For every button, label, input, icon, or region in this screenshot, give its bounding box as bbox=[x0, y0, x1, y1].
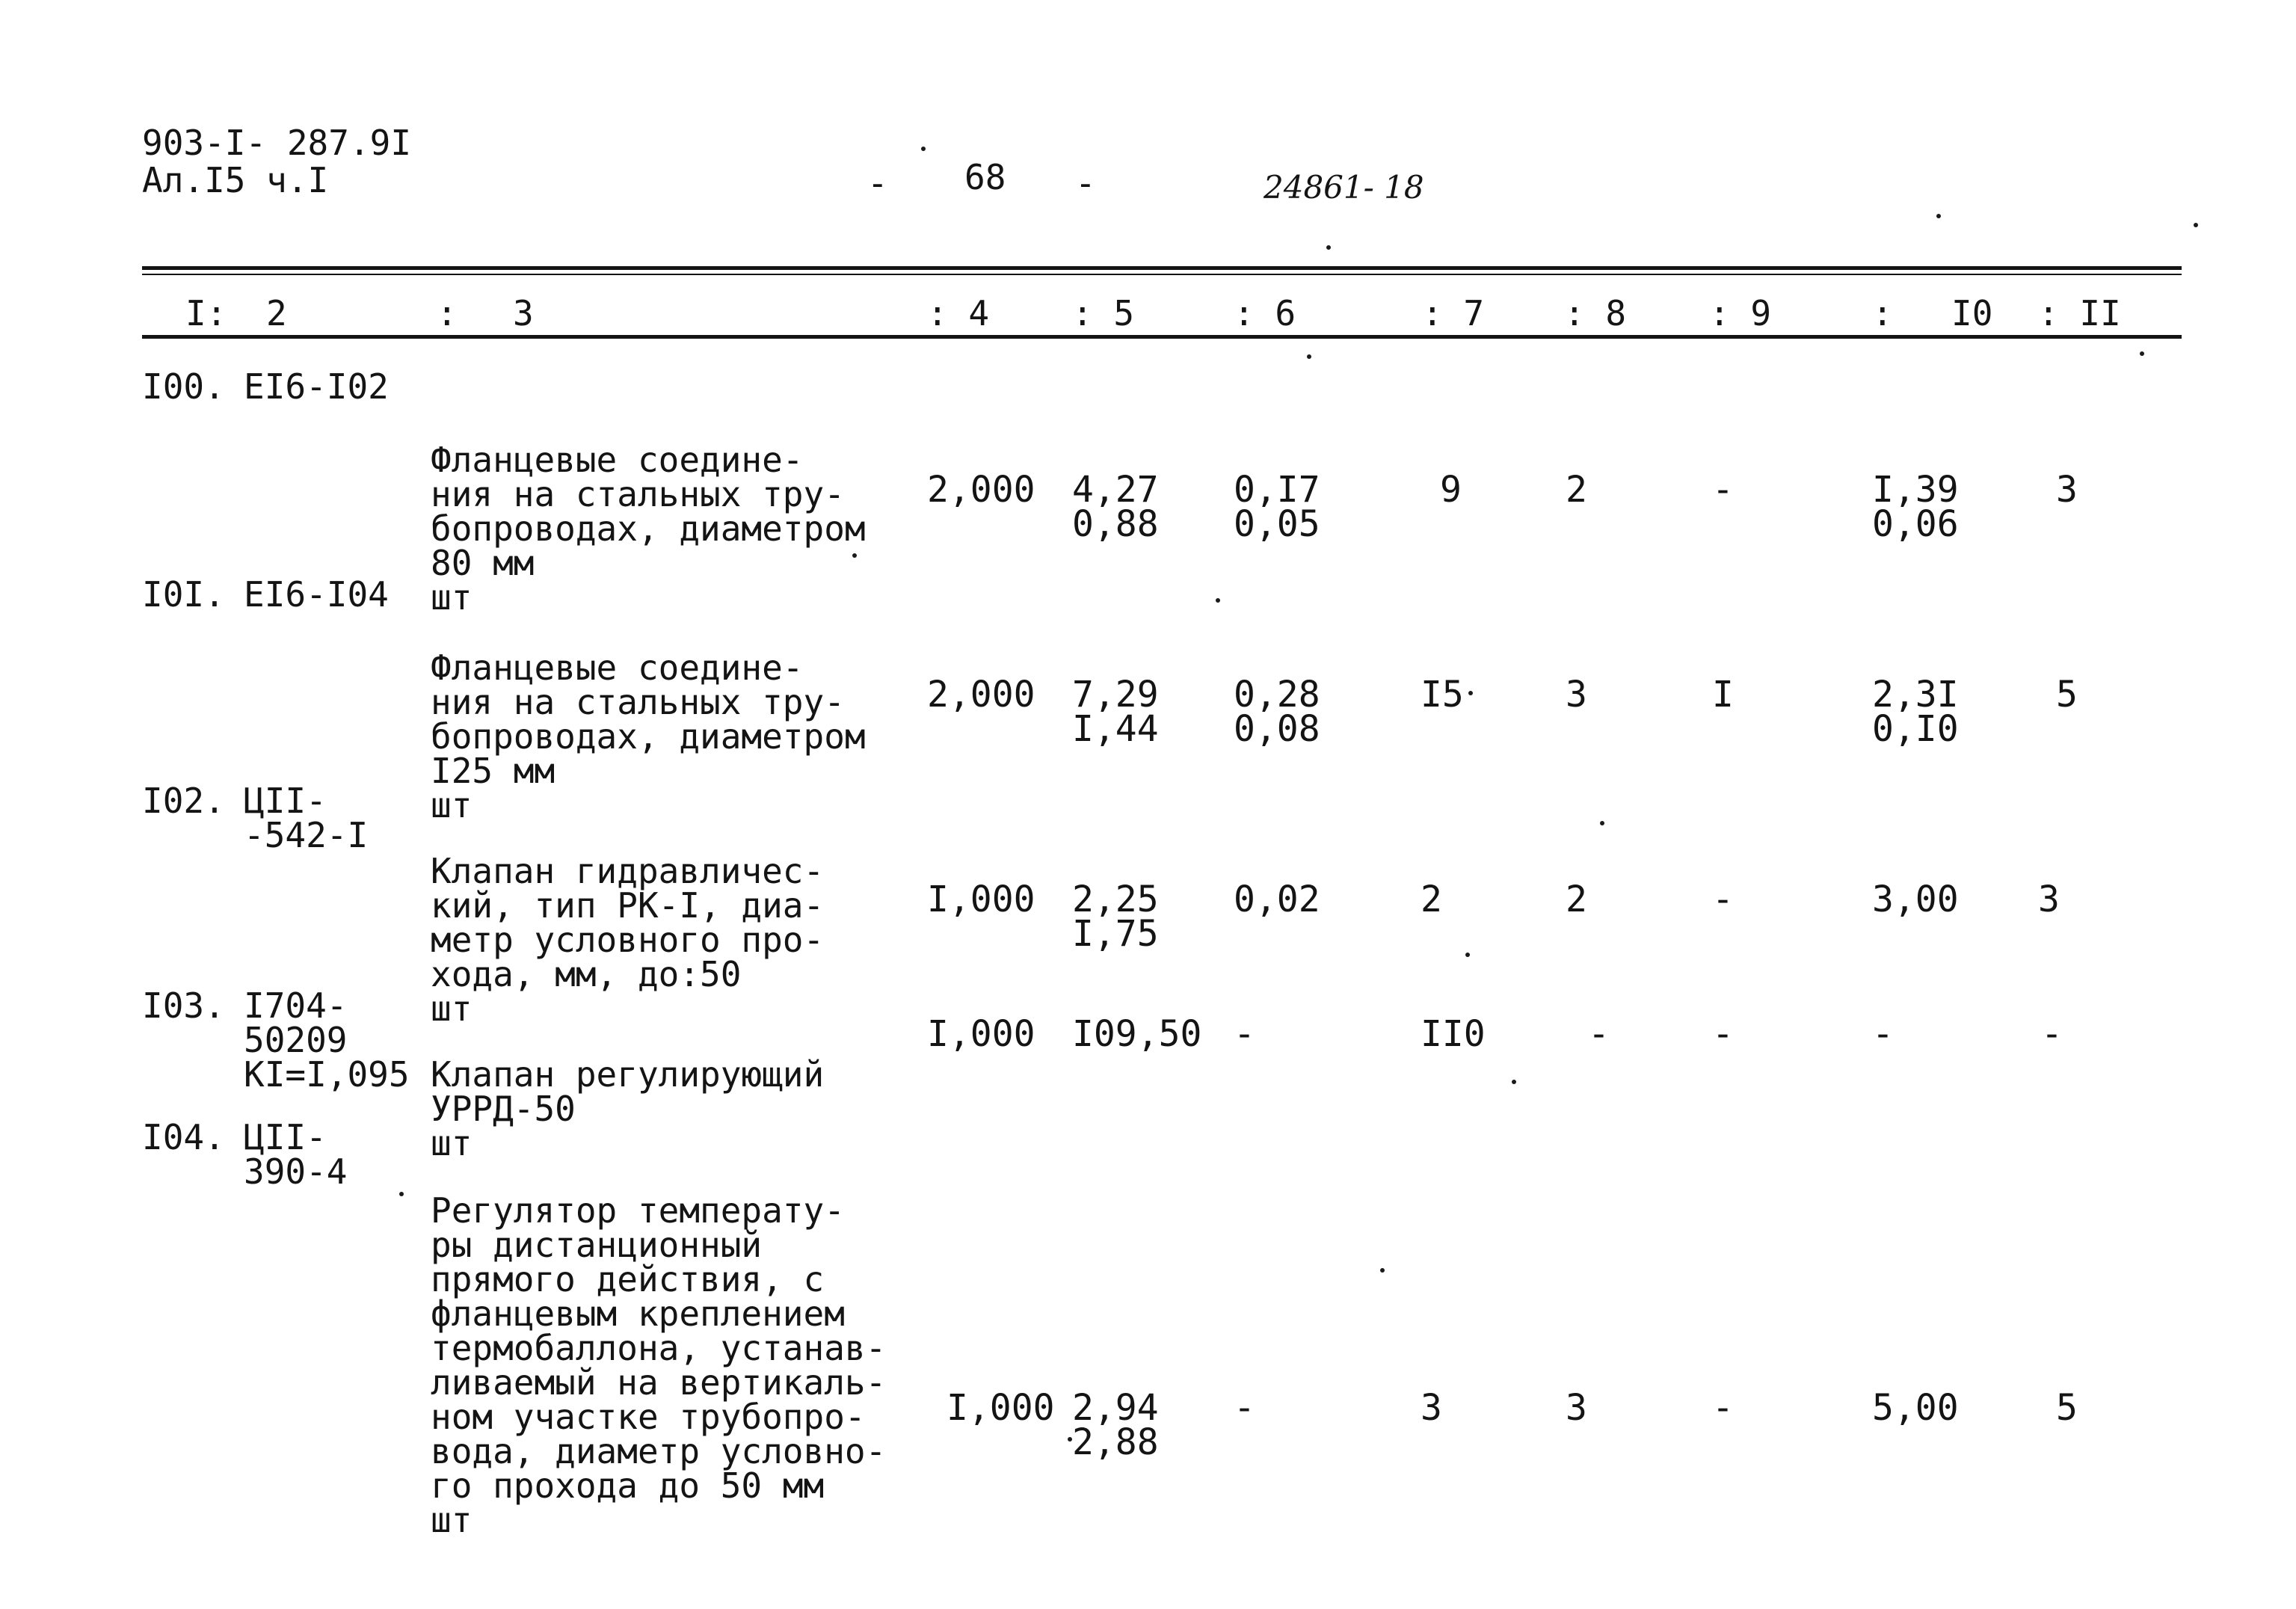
page-number: 68 bbox=[964, 157, 1006, 197]
speck bbox=[852, 553, 857, 558]
row-code: ЦII- -542-I bbox=[244, 781, 369, 855]
handwritten-code: 24861- 18 bbox=[1264, 169, 1424, 206]
row-description: Клапан гидравличес- кий, тип РК-I, диа- метр условного про- хода, мм, до:50 шт bbox=[431, 851, 825, 1029]
cell-col6: 0,28 0,08 bbox=[1234, 674, 1320, 750]
column-header-10: I0 bbox=[1951, 293, 1993, 333]
cell-quantity: 2,000 bbox=[927, 469, 1035, 511]
document-code: 903-I- 287.9I bbox=[142, 123, 412, 163]
row-number: I0I. bbox=[142, 574, 225, 615]
speck bbox=[1468, 691, 1473, 695]
cell-col6: - bbox=[1234, 1013, 1255, 1055]
cell-col9: - bbox=[1712, 879, 1734, 920]
cell-col5: 7,29 I,44 bbox=[1072, 674, 1159, 750]
cell-col5: 2,25 I,75 bbox=[1072, 879, 1159, 955]
cell-col9: - bbox=[1712, 1013, 1734, 1055]
cell-col8: 2 bbox=[1566, 469, 1587, 511]
column-header-sep: : bbox=[437, 293, 458, 333]
cell-col6: 0,I7 0,05 bbox=[1234, 469, 1320, 545]
column-header-7: : 7 bbox=[1422, 293, 1485, 333]
cell-col8: - bbox=[1588, 1013, 1610, 1055]
row-code: EI6-I02 bbox=[244, 366, 389, 407]
row-number: I02. bbox=[142, 781, 225, 821]
cell-col8: 2 bbox=[1566, 879, 1587, 920]
table-top-rule-thin bbox=[142, 274, 2182, 275]
cell-col7: 3 bbox=[1421, 1387, 1442, 1429]
speck bbox=[1512, 1080, 1516, 1084]
cell-col10: 3,00 bbox=[1872, 879, 1959, 920]
column-header-9: : 9 bbox=[1709, 293, 1772, 333]
row-number: I04. bbox=[142, 1117, 225, 1157]
row-description: Регулятор температу- ры дистанционный прямого действия, с фланцевым креплением термобаллона, устанав- ливаемый на вертикаль- ном участке трубопро- вода, диаметр условно- го прохода до 50 мм шт bbox=[431, 1190, 887, 1540]
cell-col10: 5,00 bbox=[1872, 1387, 1959, 1429]
page-number-dash-left: - bbox=[867, 163, 888, 203]
column-header-6: : 6 bbox=[1234, 293, 1296, 333]
cell-col5: I09,50 bbox=[1072, 1013, 1202, 1055]
row-description: Фланцевые соедине- ния на стальных тру- бопроводах, диаметром I25 мм шт bbox=[431, 647, 866, 825]
cell-col8: 3 bbox=[1566, 1387, 1587, 1429]
row-code: ЦII- 390-4 bbox=[244, 1117, 348, 1192]
cell-col6: 0,02 bbox=[1234, 879, 1320, 920]
cell-quantity: I,000 bbox=[927, 879, 1035, 920]
cell-col10: 2,3I 0,I0 bbox=[1872, 674, 1959, 750]
speck bbox=[921, 147, 926, 151]
cell-col7: II0 bbox=[1421, 1013, 1486, 1055]
speck bbox=[1216, 598, 1220, 603]
row-code: I704- 50209 KI=I,095 bbox=[244, 985, 410, 1095]
row-number: I00. bbox=[142, 366, 225, 407]
speck bbox=[1068, 1437, 1072, 1442]
row-code: EI6-I04 bbox=[244, 574, 389, 615]
row-number: I03. bbox=[142, 985, 225, 1026]
speck bbox=[1600, 821, 1604, 825]
speck bbox=[1380, 1268, 1385, 1273]
cell-quantity: I,000 bbox=[927, 1013, 1035, 1055]
cell-col11: 3 bbox=[2038, 879, 2060, 920]
cell-col5: 2,94 2,88 bbox=[1072, 1387, 1159, 1463]
cell-col5: 4,27 0,88 bbox=[1072, 469, 1159, 545]
table-header-rule bbox=[142, 335, 2182, 339]
row-description: Фланцевые соедине- ния на стальных тру- бопроводах, диаметром 80 мм шт bbox=[431, 440, 866, 618]
cell-col11: 5 bbox=[2056, 674, 2078, 716]
cell-col11: 3 bbox=[2056, 469, 2078, 511]
speck bbox=[2194, 223, 2198, 227]
cell-col11: - bbox=[2041, 1013, 2063, 1055]
cell-quantity: I,000 bbox=[947, 1387, 1055, 1429]
cell-col7: 2 bbox=[1421, 879, 1442, 920]
cell-col9: - bbox=[1712, 1387, 1734, 1429]
page-number-dash-right: - bbox=[1075, 163, 1096, 203]
speck bbox=[2140, 351, 2144, 356]
column-header-2: 2 bbox=[266, 293, 287, 333]
cell-col10: I,39 0,06 bbox=[1872, 469, 1959, 545]
cell-col7: 9 bbox=[1440, 469, 1462, 511]
cell-col9: I bbox=[1712, 674, 1734, 716]
album-reference: Ал.I5 ч.I bbox=[142, 160, 329, 200]
column-header-4: : 4 bbox=[927, 293, 990, 333]
cell-col10: - bbox=[1872, 1013, 1894, 1055]
column-header-11: : II bbox=[2038, 293, 2121, 333]
speck bbox=[399, 1192, 404, 1196]
cell-col11: 5 bbox=[2056, 1387, 2078, 1429]
column-header-8: : 8 bbox=[1564, 293, 1627, 333]
cell-col9: - bbox=[1712, 469, 1734, 511]
cell-col7: I5 bbox=[1421, 674, 1464, 716]
speck bbox=[1465, 953, 1470, 957]
table-top-rule bbox=[142, 266, 2182, 270]
speck bbox=[1326, 245, 1331, 250]
column-header-1: I: bbox=[185, 293, 227, 333]
column-header-sep-10: : bbox=[1872, 293, 1893, 333]
speck bbox=[1936, 214, 1941, 218]
cell-col6: - bbox=[1234, 1387, 1255, 1429]
column-header-5: : 5 bbox=[1072, 293, 1135, 333]
column-header-3: 3 bbox=[513, 293, 534, 333]
row-description: Клапан регулирующий УРРД-50 шт bbox=[431, 1054, 825, 1163]
cell-col8: 3 bbox=[1566, 674, 1587, 716]
speck bbox=[1307, 354, 1311, 359]
cell-quantity: 2,000 bbox=[927, 674, 1035, 716]
